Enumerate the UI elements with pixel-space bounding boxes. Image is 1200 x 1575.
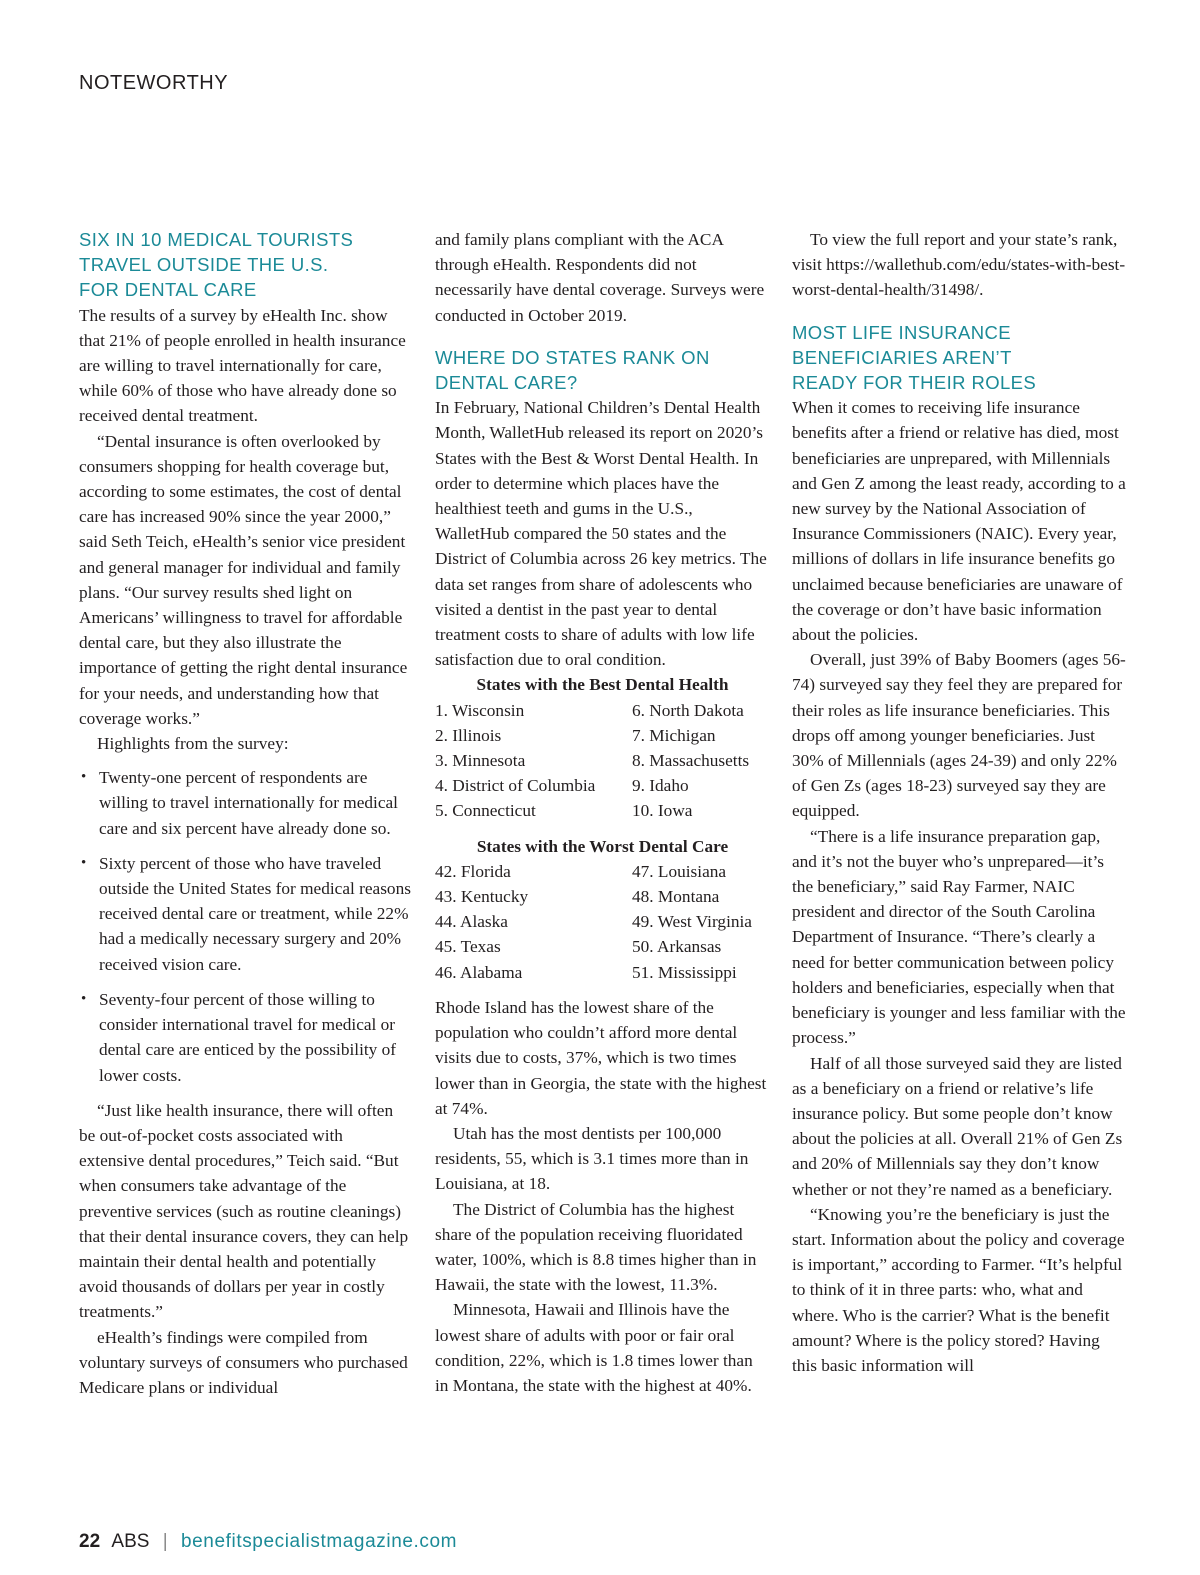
paragraph: In February, National Children’s Dental Health Month, WalletHub released its report on 2020’s States with the Best & Worst Dental Health. In order to determine which places have the healthiest teeth and gums in the U.S., WalletHub compared the 50 states and the District of Columbia across 26 key metrics. The data set ranges from share of adolescents who visited a dentist in the past year to dental treatment costs to share of adults with low life satisfaction due to oral condition. <box>435 398 767 670</box>
magazine-name: ABS <box>111 1531 150 1552</box>
table-cell: 2. Illinois <box>435 725 502 745</box>
table-cell: 48. Montana <box>632 887 720 907</box>
table-cell: 46. Alabama <box>435 962 523 982</box>
heading-line: MOST LIFE INSURANCE <box>792 321 1012 343</box>
heading-line: SIX IN 10 MEDICAL TOURISTS <box>79 229 354 250</box>
article-heading-medical-tourists <box>79 227 412 303</box>
section-label: NOTEWORTHY <box>79 72 229 94</box>
paragraph: eHealth’s findings were compiled from voluntary surveys of consumers who purchased Medicare plans or individual <box>79 1327 408 1397</box>
heading-line: BENEFICIARIES AREN’T <box>792 346 1012 368</box>
paragraph: Highlights from the survey: <box>97 734 289 754</box>
table-cell: 49. West Virginia <box>632 912 752 932</box>
list-item: • Twenty-one percent of respondents are willing to travel internationally for medical care and six percent have already done so. <box>79 765 412 841</box>
table-cell: 3. Minnesota <box>435 751 526 771</box>
paragraph: Rhode Island has the lowest share of the population who couldn’t afford more dental visits due to costs, 37%, which is two times lower than in Georgia, the state with the highest at 74%. <box>435 997 767 1118</box>
heading-line: FOR DENTAL CARE <box>79 279 257 301</box>
table-cell: 9. Idaho <box>632 776 689 796</box>
table-cell: 1. Wisconsin <box>435 700 525 720</box>
heading-line: READY FOR THEIR ROLES <box>792 372 1037 394</box>
column-2 <box>435 227 770 1398</box>
table-cell: 7. Michigan <box>632 725 716 745</box>
paragraph: Half of all those surveyed said they are listed as a beneficiary on a friend or relative’s life insurance policy. But some people don’t know about the policies at all. Overall 21% of Gen Zs and 20% of Millennials say they don’t know whether or not they’re named as a beneficiary. <box>792 1053 1123 1199</box>
paragraph: “Just like health insurance, there will often be out-of-pocket costs associated with extensive dental procedures,” Teich said. “But when consumers take advantage of the preventive services (such as routine cleanings) that their dental insurance covers, they can help maintain their dental health and potentially avoid thousands of dollars per year in costly treatments.” <box>79 1100 409 1322</box>
table-cell: 6. North Dakota <box>632 700 744 720</box>
table-cell: 10. Iowa <box>632 801 693 821</box>
paragraph: Minnesota, Hawaii and Illinois have the lowest share of adults with poor or fair oral condition, 22%, which is 1.8 times lower than in Montana, the state with the highest at 40%. <box>435 1300 753 1395</box>
paragraph: The District of Columbia has the highest share of the population receiving fluoridated water, 100%, which is 8.8 times higher than in Hawaii, the state with the lowest, 11.3%. <box>435 1199 757 1295</box>
page-number: 22 <box>79 1531 101 1552</box>
list-item: • Seventy-four percent of those willing to consider international travel for medical or dental care are enticed by the possibility of lower costs. <box>79 987 412 1088</box>
paragraph: Overall, just 39% of Baby Boomers (ages 56-74) surveyed say they feel they are prepared for their roles as life insurance beneficiaries. This drops off among younger beneficiaries. Just 30% of Millennials (ages 24-39) and only 22% of Gen Zs (ages 18-23) surveyed say they are equipped. <box>792 650 1126 821</box>
table-cell: 5. Connecticut <box>435 801 536 821</box>
table-cell: 4. District of Columbia <box>435 776 596 796</box>
paragraph: “Knowing you’re the beneficiary is just the start. Information about the policy and coverage is important,” according to Farmer. “It’s helpful to think of it in three parts: who, what and where. Who is the carrier? What is the benefit amount? Where is the policy stored? Having this basic information will <box>792 1204 1125 1375</box>
heading-line: TRAVEL OUTSIDE THE U.S. <box>79 254 329 276</box>
heading-line: DENTAL CARE? <box>435 372 578 394</box>
table-cell: 51. Mississippi <box>632 962 737 982</box>
magazine-url: benefitspecialistmagazine.com <box>180 1531 458 1552</box>
best-states-table <box>435 698 770 824</box>
column-3 <box>792 227 1126 1378</box>
worst-states-title: States with the Worst Dental Care <box>476 836 729 856</box>
paragraph: and family plans compliant with the ACA through eHealth. Respondents did not necessarily have dental coverage. Surveys were conducted in October 2019. <box>435 230 765 325</box>
page-footer <box>79 1531 457 1553</box>
best-states-title: States with the Best Dental Health <box>476 675 729 695</box>
highlights-list <box>79 765 412 1087</box>
table-cell: 50. Arkansas <box>632 937 722 957</box>
table-cell: 42. Florida <box>435 861 511 881</box>
paragraph: When it comes to receiving life insurance benefits after a friend or relative has died, most beneficiaries are unprepared, with Millennials and Gen Z among the least ready, according to a new survey by the National Association of Insurance Commissioners (NAIC). Every year, millions of dollars in life insurance benefits go unclaimed because beneficiaries are unaware of the coverage or don’t have basic information about the policies. <box>792 398 1126 645</box>
table-cell: 43. Kentucky <box>435 887 529 907</box>
footer-separator: | <box>162 1531 168 1552</box>
paragraph: “There is a life insurance preparation gap, and it’s not the buyer who’s unprepared—it’s the beneficiary,” said Ray Farmer, NAIC president and director of the South Carolina Department of Insurance. “There’s clearly a need for better communication between policy holders and beneficiaries, especially when that beneficiary is younger and less familiar with the process.” <box>792 826 1126 1048</box>
paragraph: The results of a survey by eHealth Inc. show that 21% of people enrolled in health insurance are willing to travel internationally for care, while 60% of those who have already done so received dental treatment. <box>79 305 406 426</box>
table-cell: 47. Louisiana <box>632 861 727 881</box>
paragraph: Utah has the most dentists per 100,000 residents, 55, which is 3.1 times more than in Louisiana, at 18. <box>435 1123 749 1194</box>
paragraph-report-link: To view the full report and your state’s rank, visit https://wallethub.com/edu/states-with-best-worst-dental-health/31498/. <box>792 230 1126 300</box>
column-1 <box>79 227 412 1400</box>
article-heading-states-rank <box>435 345 770 395</box>
table-cell: 8. Massachusetts <box>632 751 750 771</box>
table-cell: 45. Texas <box>435 937 501 957</box>
list-item: • Sixty percent of those who have traveled outside the United States for medical reasons received dental care or treatment, while 22% had a medically necessary surgery and 20% received vision care. <box>79 851 412 977</box>
heading-line: WHERE DO STATES RANK ON <box>435 346 710 368</box>
worst-states-table <box>435 859 770 985</box>
paragraph: “Dental insurance is often overlooked by consumers shopping for health coverage but, according to some estimates, the cost of dental care has increased 90% since the year 2000,” said Seth Teich, eHealth’s senior vice president and general manager for individual and family plans. “Our survey results shed light on Americans’ willingness to travel for affordable dental care, but they also illustrate the importance of getting the right dental insurance for your needs, and understanding how that coverage works.” <box>79 431 408 728</box>
table-cell: 44. Alaska <box>435 912 508 932</box>
article-heading-life-insurance <box>792 320 1126 396</box>
